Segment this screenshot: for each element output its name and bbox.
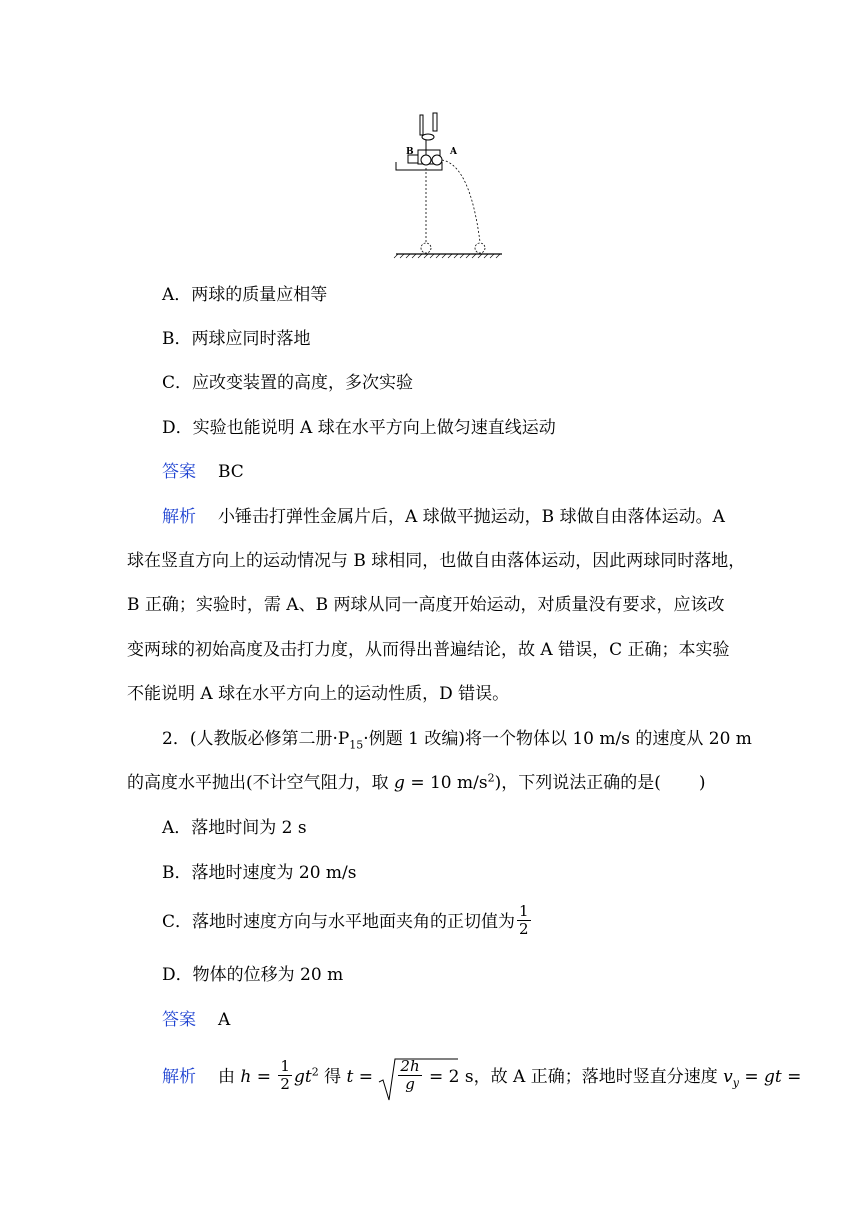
answer-value: A <box>218 1010 231 1030</box>
option-text: C．落地时速度方向与水平地面夹角的正切值为 <box>162 912 516 932</box>
q1-analysis-line-2: 球在竖直方向上的运动情况与 B 球相同，也做自由落体运动，因此两球同时落地， <box>127 551 746 571</box>
subscript: y <box>732 1076 739 1090</box>
stem-text: )，下列说法正确的是( <box>494 773 661 793</box>
var-t: t <box>346 1067 354 1087</box>
var-gt: gt <box>764 1067 782 1087</box>
equals: = <box>738 1067 764 1087</box>
fraction-den: g <box>405 1075 415 1093</box>
q2-stem-line-2 <box>127 771 706 795</box>
label-b: B <box>406 147 414 157</box>
q1-option-a: A．两球的质量应相等 <box>162 285 328 305</box>
q1-option-b: B．两球应同时落地 <box>162 329 311 349</box>
var-h: h <box>240 1067 252 1087</box>
stem-subscript: 15 <box>349 738 364 752</box>
var-v: v <box>723 1067 733 1087</box>
label-a: A <box>450 147 457 157</box>
fraction-num: 2h <box>400 1057 420 1075</box>
analysis-label: 解析 <box>162 507 196 527</box>
q1-option-c: C．应改变装置的高度，多次实验 <box>162 373 414 393</box>
stem-text: ·例题 1 改编)将一个物体以 10 m/s 的速度从 20 m <box>363 729 752 749</box>
q2-option-a: A．落地时间为 2 s <box>162 818 307 838</box>
stem-text: 的高度水平抛出(不计空气阻力，取 <box>127 773 395 793</box>
fraction-num: 1 <box>280 1057 290 1075</box>
q1-analysis-line-4: 变两球的初始高度及击打力度，从而得出普遍结论，故 A 错误，C 正确；本实验 <box>127 640 730 660</box>
fraction <box>517 903 531 938</box>
analysis-text: = 2 s，故 A 正确；落地时竖直分速度 <box>423 1067 724 1087</box>
fraction-num: 1 <box>519 902 529 920</box>
superscript: 2 <box>311 1065 319 1079</box>
q2-option-d: D．物体的位移为 20 m <box>162 965 344 985</box>
fraction-den: 2 <box>519 920 529 938</box>
q2-stem-line-1 <box>162 727 752 751</box>
stem-paren-close: ) <box>698 773 706 793</box>
answer-label: 答案 <box>162 462 196 482</box>
q2-option-b: B．落地时速度为 20 m/s <box>162 863 357 883</box>
equals: = <box>781 1067 802 1087</box>
q1-analysis-line-1 <box>162 505 725 529</box>
stem-text: 2．(人教版必修第二册·P <box>162 729 350 749</box>
analysis-text: 由 <box>218 1067 241 1087</box>
q1-option-d: D．实验也能说明 A 球在水平方向上做匀速直线运动 <box>162 418 556 438</box>
q1-analysis-line-3: B 正确；实验时，需 A、B 两球从同一高度开始运动，对质量没有要求，应该改 <box>127 595 725 615</box>
equals: = <box>251 1067 277 1087</box>
var-g: g <box>394 773 405 793</box>
q2-answer <box>162 1008 230 1032</box>
var-gt: gt <box>293 1067 312 1087</box>
stem-superscript: 2 <box>487 771 495 785</box>
experiment-diagram <box>390 110 510 262</box>
q2-analysis-line-1 <box>162 1057 802 1095</box>
analysis-text: 小锤击打弹性金属片后，A 球做平抛运动，B 球做自由落体运动。A <box>218 507 725 527</box>
q1-analysis-line-5: 不能说明 A 球在水平方向上的运动性质，D 错误。 <box>127 684 510 704</box>
fraction-half <box>278 1058 292 1093</box>
equals: = <box>353 1067 379 1087</box>
stem-text: = 10 m/s <box>404 773 488 793</box>
analysis-label: 解析 <box>162 1067 196 1087</box>
q2-option-c <box>162 902 533 940</box>
square-root <box>378 1057 423 1095</box>
q1-answer <box>162 460 244 484</box>
answer-value: BC <box>218 462 244 482</box>
answer-label: 答案 <box>162 1010 196 1030</box>
fraction-den: 2 <box>280 1075 290 1093</box>
analysis-text: 得 <box>318 1067 347 1087</box>
fraction-2h-g <box>398 1058 421 1093</box>
